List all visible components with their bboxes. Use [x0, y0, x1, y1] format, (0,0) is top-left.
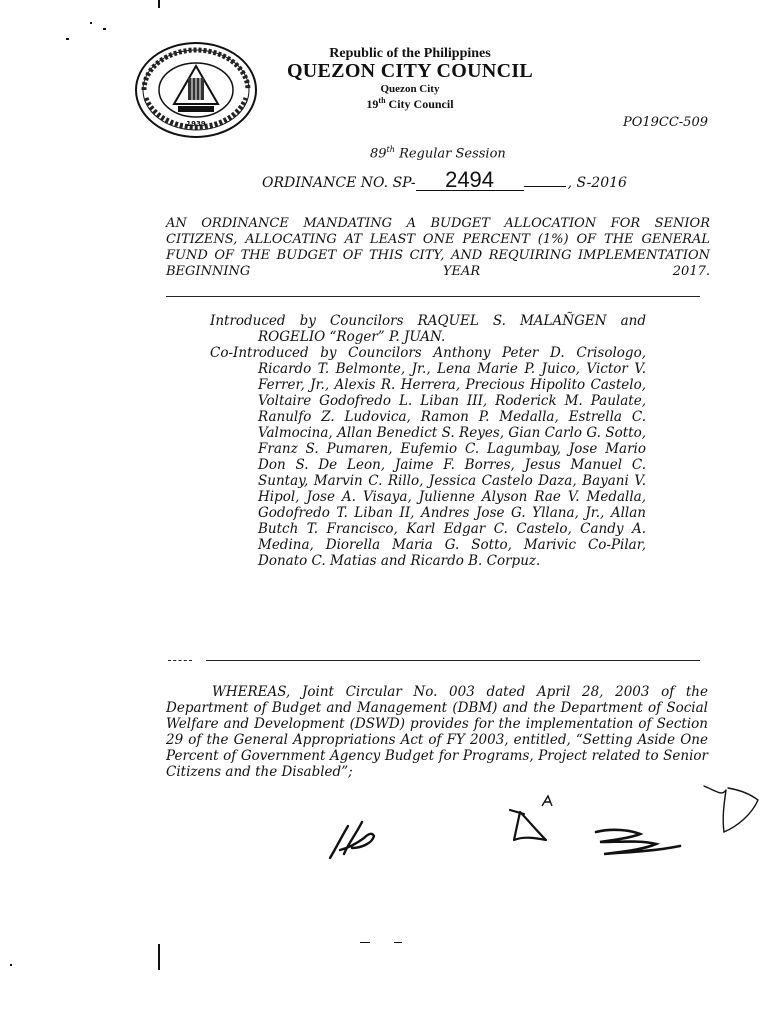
council-label: City Council: [388, 97, 454, 111]
ordinance-number: 2494: [416, 170, 524, 191]
council-name: QUEZON CITY COUNCIL: [286, 60, 534, 82]
city-seal: [132, 40, 260, 140]
handwritten-signature: [590, 822, 686, 862]
session-suffix: th: [386, 145, 395, 154]
scan-mark: [10, 964, 12, 966]
ordinance-title: AN ORDINANCE MANDATING A BUDGET ALLOCATION FOR SENIOR CITIZENS, ALLOCATING AT LEAST ONE PERCENT (1%) OF THE GENERAL FUND OF THE BUDGET OF THIS CITY, AND REQUIRING IMPLEMENTATION BEGINNING YEAR 2017.: [166, 216, 710, 279]
scan-mark: [158, 944, 160, 970]
scan-mark: [90, 22, 92, 24]
divider: [168, 660, 192, 661]
document-number: PO19CC-509: [622, 115, 708, 130]
session-number: 89: [370, 146, 387, 162]
city-label: Quezon City: [380, 83, 440, 95]
scan-mark: [66, 38, 69, 40]
sponsors-block: [210, 313, 646, 569]
handwritten-signature: [700, 780, 764, 840]
council-number-suffix: th: [378, 96, 386, 105]
council-number: 19: [366, 97, 379, 111]
seal-year: 1939: [186, 120, 206, 128]
ordinance-prefix: ORDINANCE NO. SP-: [262, 175, 416, 191]
session-label: [370, 145, 506, 161]
divider: [166, 296, 700, 297]
introduced-by: Introduced by Councilors RAQUEL S. MALAÑGEN and ROGELIO “Roger” P. JUAN.: [210, 313, 646, 345]
republic-label: Republic of the Philippines: [329, 46, 491, 61]
handwritten-signature: [506, 806, 556, 846]
ordinance-underline: [524, 185, 566, 187]
scan-mark: [103, 28, 106, 30]
co-introduced-by: Co-Introduced by Councilors Anthony Peter D. Crisologo, Ricardo T. Belmonte, Jr., Lena Marie P. Juico, Victor V. Ferrer, Jr., Alexis R. Herrera, Precious Hipolito Castelo, Voltaire Godofredo L. Liban III, Roderick M. Paulate, Ranulfo Z. Ludovica, Ramon P. Medalla, Estrella C. Valmocina, Allan Benedict S. Reyes, Gian Carlo G. Sotto, Franz S. Pumaren, Eufemio C. Lagumbay, Jose Mario Don S. De Leon, Jaime F. Borres, Jesus Manuel C. Suntay, Marvin C. Rillo, Jessica Castelo Daza, Bayani V. Hipol, Jose A. Visaya, Julienne Alyson Rae V. Medalla, Godofredo T. Liban II, Andres Jose G. Yllana, Jr., Allan Butch T. Francisco, Karl Edgar C. Castelo, Candy A. Medina, Diorella Maria G. Sotto, Marivic Co-Pilar, Donato C. Matias and Ricardo B. Corpuz.: [210, 345, 646, 569]
scan-mark: [360, 942, 370, 943]
whereas-clause: WHEREAS, Joint Circular No. 003 dated April 28, 2003 of the Department of Budget and Management (DBM) and the Department of Social Welfare and Development (DSWD) provides for the implementation of Section 29 of the General Appropriations Act of FY 2003, entitled, “Setting Aside One Percent of Government Agency Budget for Programs, Project related to Senior Citizens and the Disabled”;: [166, 684, 708, 780]
ordinance-suffix: , S-2016: [567, 175, 627, 191]
divider: [206, 660, 700, 661]
council-session-label: [250, 96, 570, 112]
scan-mark: [394, 942, 402, 943]
handwritten-signature: [322, 814, 382, 864]
scan-mark: [158, 0, 160, 8]
ordinance-number-line: [262, 167, 627, 192]
session-text: Regular Session: [399, 146, 506, 162]
